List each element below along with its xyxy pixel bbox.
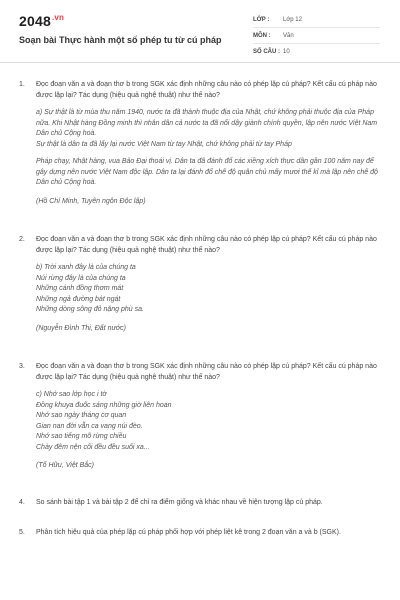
passage-paragraph: Sự thật là dân ta đã lấy lại nước Việt Nam từ tay Nhật, chứ không phải từ tay Pháp — [36, 140, 292, 148]
meta-label: MÔN : — [253, 32, 271, 39]
question-3 — [19, 362, 386, 472]
logo-tld: .vn — [51, 13, 65, 23]
poem-line: Nhớ sao ngày tháng cơ quan — [36, 412, 127, 419]
question-2 — [19, 235, 386, 334]
passage-source: (Hồ Chí Minh, Tuyên ngôn Độc lập) — [36, 197, 146, 205]
poem-line: Những dòng sông đỏ nặng phù sa. — [36, 306, 144, 313]
poem-line: b) Trời xanh đây là của chúng ta — [36, 264, 136, 271]
meta-value: Văn — [283, 32, 294, 39]
passage-paragraph: Pháp chạy, Nhật hàng, vua Bảo Đại thoái vị. Dân ta đã đánh đổ các xiềng xích thực dân gần 100 năm nay để gây dựng nên nước Việt Nam độc lập. Dân ta lại đánh đổ chế độ quân chủ mấy mươi thế kỉ mà lập nên chế độ Dân chủ Cộng hoà. — [36, 158, 378, 186]
meta-value: 10 — [283, 48, 290, 55]
question-prompt: Đọc đoạn văn a và đoạn thơ b trong SGK xác định những câu nào có phép lặp cú pháp? Kết cấu cú pháp nào được lặp lại? Tác dụng (hiệu quả nghệ thuật) như thế nào? — [36, 363, 377, 381]
question-prompt: Đọc đoạn văn a và đoạn thơ b trong SGK xác định những câu nào có phép lặp cú pháp? Kết cấu cú pháp nào được lặp lại? Tác dụng (hiệu quả nghệ thuật) như thế nào? — [36, 236, 377, 254]
poem-line: Núi rừng đây là của chúng ta — [36, 274, 126, 282]
poem — [36, 390, 386, 453]
meta-row-count — [253, 44, 380, 59]
poem-line: Gian nan đời vẫn ca vang núi đèo. — [36, 422, 143, 430]
questions-list — [19, 80, 386, 539]
meta-label: LỚP : — [253, 16, 270, 23]
page-title: Soạn bài Thực hành một số phép tu từ cú pháp — [19, 35, 222, 45]
question-5 — [19, 528, 386, 539]
poem-source: (Nguyễn Đình Thi, Đất nước) — [36, 324, 126, 332]
poem-line: Nhớ sao tiếng mõ rừng chiều — [36, 433, 127, 440]
page-header — [0, 0, 400, 62]
question-number: 4. — [19, 498, 25, 506]
passage-paragraph: a) Sự thật là từ mùa thu năm 1940, nước ta đã thành thuộc địa của Nhật, chứ không phải thuộc địa của Pháp nữa. Khi Nhật hàng Đồng minh thì nhân dân cả nước ta đã nổi dậy giành chính quyền, lập nên nước Việt Nam Dân chủ Cộng hoà. — [36, 109, 378, 137]
meta-table — [253, 12, 380, 59]
meta-value: Lớp 12 — [283, 16, 302, 23]
question-1 — [19, 80, 386, 207]
site-logo[interactable] — [19, 13, 64, 29]
poem-line: Chày đêm nện cối đều đều suối xa... — [36, 443, 150, 451]
question-prompt: So sánh bài tập 1 và bài tập 2 để chỉ ra điểm giống và khác nhau về hiện tượng lặp cú pháp. — [36, 498, 323, 506]
header-divider — [0, 62, 400, 63]
question-4 — [19, 498, 386, 509]
poem-line: Những cánh đồng thơm mát — [36, 285, 124, 292]
passage — [36, 108, 386, 189]
question-number: 5. — [19, 529, 25, 536]
poem — [36, 263, 386, 316]
question-number: 2. — [19, 236, 25, 243]
poem-line: Đồng khuya đuốc sáng những giờ liên hoan — [36, 401, 172, 409]
question-prompt: Phân tích hiệu quả của phép lặp cú pháp phối hợp với phép liệt kê trong 2 đoạn văn a và b (SGK). — [36, 529, 341, 536]
question-number: 1. — [19, 81, 25, 88]
logo-number: 2048 — [19, 13, 51, 29]
meta-label: SỐ CÂU : — [253, 48, 280, 55]
question-prompt: Đọc đoạn văn a và đoạn thơ b trong SGK xác định những câu nào có phép lặp cú pháp? Kết cấu cú pháp nào được lặp lại? Tác dụng (hiệu quả nghệ thuật) như thế nào? — [36, 81, 377, 99]
question-number: 3. — [19, 363, 25, 370]
poem-source: (Tố Hữu, Việt Bắc) — [36, 462, 94, 469]
meta-row-subject — [253, 28, 380, 44]
poem-line: Những ngả đường bát ngát — [36, 295, 121, 303]
poem-line: c) Nhớ sao lớp học i tờ — [36, 391, 107, 398]
meta-row-class — [253, 12, 380, 28]
